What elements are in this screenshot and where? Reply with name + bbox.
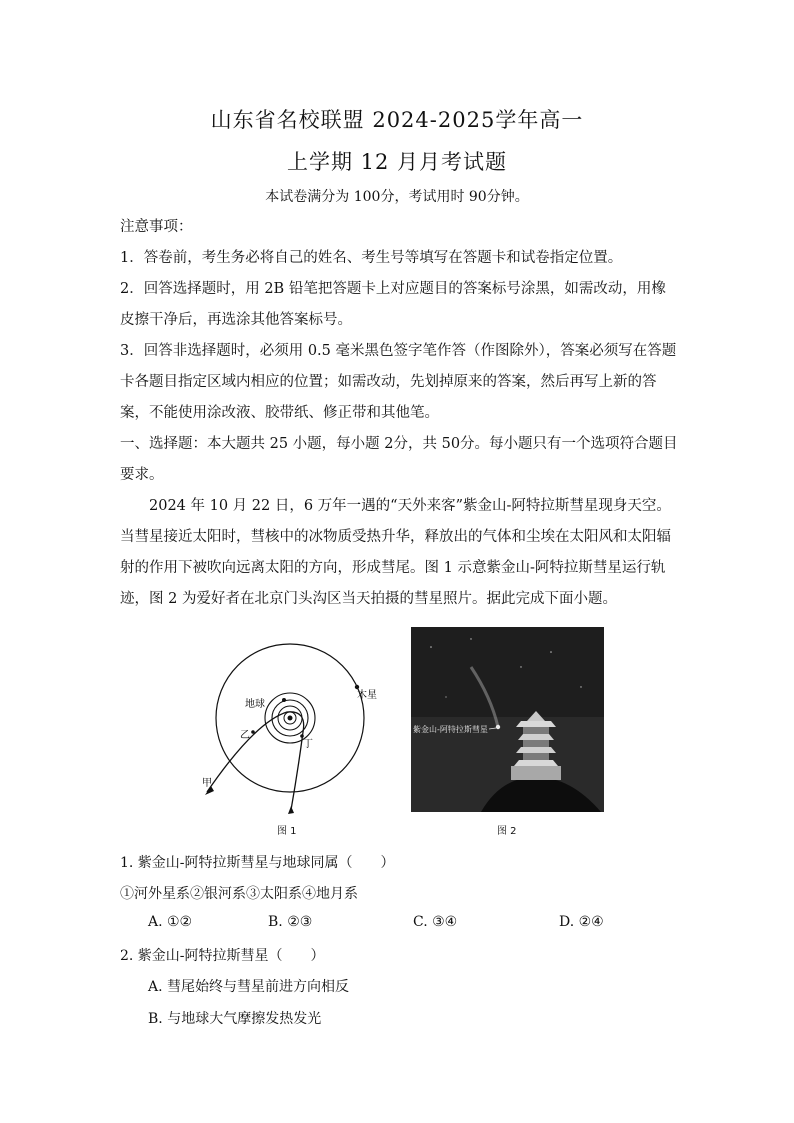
label-earth: 地球	[245, 699, 265, 710]
q2-option-b[interactable]: B. 与地球大气摩擦发热发光	[148, 1011, 322, 1027]
sky-dark	[411, 627, 604, 717]
label-comet: 紫金山-阿特拉斯彗星	[413, 725, 488, 734]
label-jia: 甲	[202, 778, 212, 789]
figure2-caption: 图 2	[497, 826, 517, 837]
sun-icon	[288, 716, 293, 721]
label-jupiter: 木星	[357, 690, 377, 701]
earth-dot	[282, 698, 286, 702]
point-yi-dot	[251, 730, 255, 734]
figure1-orbit-diagram	[195, 640, 385, 820]
section-heading: 一、选择题：本大题共 25 小题，每小题 2分，共 50分。每小题只有一个选项符合题目要求。	[120, 436, 678, 483]
comet-nucleus	[496, 725, 500, 729]
q1-option-d[interactable]: D. ②④	[559, 914, 604, 930]
trajectory-end-arrow-icon	[288, 806, 294, 814]
q1-stem: 1. 紫金山-阿特拉斯彗星与地球同属（ ）	[120, 855, 395, 871]
q2-stem: 2. 紫金山-阿特拉斯彗星（ ）	[120, 948, 325, 964]
q1-sub: ①河外星系②银河系③太阳系④地月系	[120, 886, 358, 902]
note-item-1: 1．答卷前，考生务必将自己的姓名、考生号等填写在答题卡和试卷指定位置。	[120, 250, 623, 266]
exam-title-line2: 上学期 12 月月考试题	[286, 150, 508, 174]
passage: 2024 年 10 月 22 日，6 万年一遇的“天外来客”紫金山-阿特拉斯彗星现身天空。当彗星接近太阳时，彗核中的冰物质受热升华，释放出的气体和尘埃在太阳风和太阳辐射的作用下被吹向远离太阳的方向，形成彗尾。图 1 示意紫金山-阿特拉斯彗星运行轨迹，图 2 为爱好者在北京门头沟区当天拍摄的彗星照片。据此完成下面小题。	[120, 498, 671, 607]
point-ding-dot	[300, 734, 304, 738]
exam-subtitle: 本试卷满分为 100分，考试用时 90分钟。	[265, 189, 529, 205]
note-item-3: 3．回答非选择题时，必须用 0.5 毫米黑色签字笔作答（作图除外），答案必须写在答题卡各题目指定区域内相应的位置；如需改动，先划掉原来的答案，然后再写上新的答案，不能使用涂改液、胶带纸、修正带和其他笔。	[120, 343, 677, 421]
figure1-caption: 图 1	[277, 826, 297, 837]
exam-title-line1: 山东省名校联盟 2024-2025学年高一	[210, 108, 584, 132]
q2-option-a[interactable]: A. 彗尾始终与彗星前进方向相反	[148, 979, 350, 995]
label-yi: 乙	[240, 730, 250, 741]
jupiter-dot	[355, 685, 359, 689]
note-item-2: 2．回答选择题时，用 2B 铅笔把答题卡上对应题目的答案标号涂黑，如需改动，用橡皮擦干净后，再选涂其他答案标号。	[120, 281, 666, 328]
q1-option-a[interactable]: A. ①②	[148, 914, 193, 930]
q1-option-c[interactable]: C. ③④	[413, 914, 458, 930]
comet-trajectory	[207, 712, 304, 810]
q1-option-b[interactable]: B. ②③	[268, 914, 313, 930]
notes-heading: 注意事项：	[120, 219, 193, 235]
label-ding: 丁	[303, 739, 313, 750]
figure2-comet-photo	[411, 627, 604, 812]
